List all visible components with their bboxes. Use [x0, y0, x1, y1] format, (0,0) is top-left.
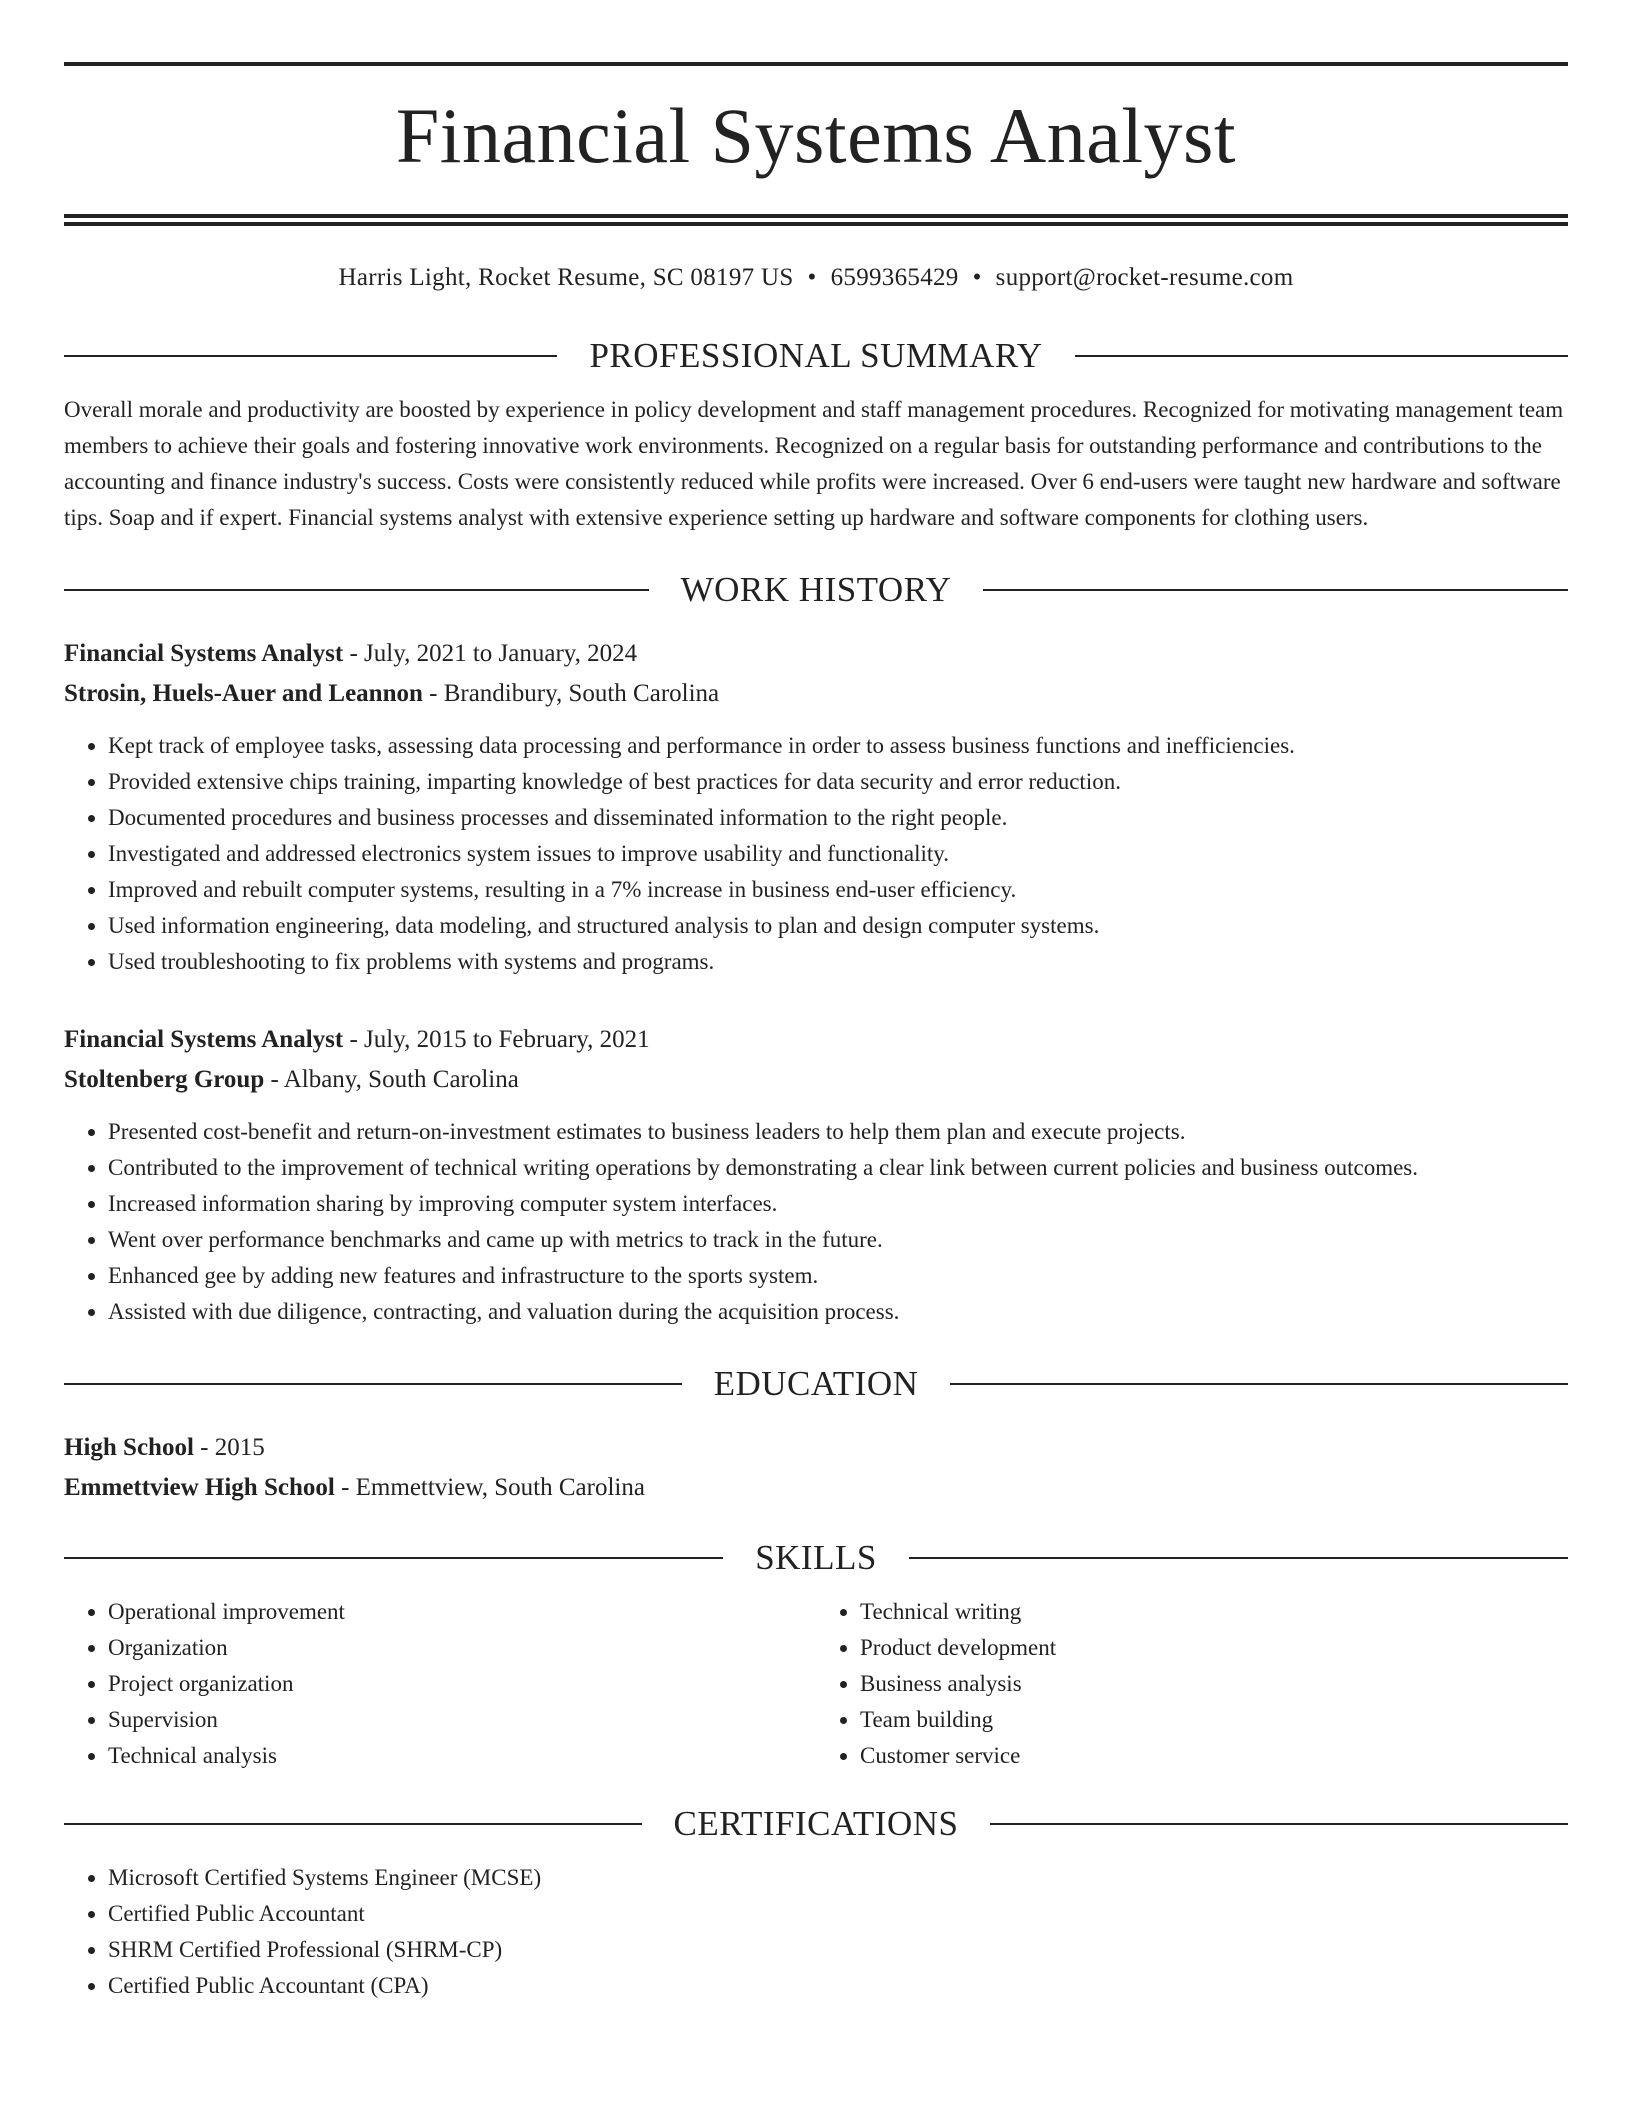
section-title: PROFESSIONAL SUMMARY: [589, 336, 1043, 375]
job-title-line: [64, 634, 1568, 674]
list-item: • Used information engineering, data modeling, and structured analysis to plan and design computer systems.: [108, 908, 1568, 944]
list-item: • SHRM Certified Professional (SHRM-CP): [108, 1932, 1568, 1968]
top-rule: [64, 62, 1568, 66]
page-title: Financial Systems Analyst: [395, 92, 1237, 179]
divider-line: [1075, 355, 1568, 357]
section-title: EDUCATION: [713, 1364, 919, 1403]
list-item: • Improved and rebuilt computer systems, resulting in a 7% increase in business end-user efficiency.: [108, 872, 1568, 908]
list-item: • Documented procedures and business processes and disseminated information to the right people.: [108, 800, 1568, 836]
job-entry: [64, 634, 1568, 980]
job-title: Financial Systems Analyst: [64, 640, 344, 667]
section-header-certifications: [64, 1802, 1568, 1846]
education-location: - Emmettview, South Carolina: [334, 1474, 645, 1501]
title-double-rule: [64, 214, 1568, 226]
job-company-line: [64, 1060, 1568, 1100]
job-entry: [64, 1020, 1568, 1330]
list-item: • Enhanced gee by adding new features and infrastructure to the sports system.: [108, 1258, 1568, 1294]
list-item: • Supervision: [108, 1702, 816, 1738]
contact-line: [64, 262, 1568, 294]
education-year: - 2015: [193, 1434, 265, 1461]
list-item: • Project organization: [108, 1666, 816, 1702]
list-item: • Provided extensive chips training, imparting knowledge of best practices for data security and error reduction.: [108, 764, 1568, 800]
certifications-list: [64, 1860, 1568, 2004]
divider-line: [64, 1557, 723, 1559]
job-dates: - July, 2021 to January, 2024: [343, 640, 638, 667]
job-company-line: [64, 674, 1568, 714]
divider-line: [909, 1557, 1568, 1559]
skills-list-left: [64, 1594, 816, 1774]
job-bullets: [64, 1114, 1568, 1330]
list-item: • Used troubleshooting to fix problems with systems and programs.: [108, 944, 1568, 980]
list-item: • Team building: [860, 1702, 1568, 1738]
section-title: WORK HISTORY: [680, 570, 952, 609]
job-company: Strosin, Huels-Auer and Leannon: [64, 680, 423, 707]
list-item: • Technical analysis: [108, 1738, 816, 1774]
list-item: • Organization: [108, 1630, 816, 1666]
list-item: • Business analysis: [860, 1666, 1568, 1702]
section-header-summary: [64, 334, 1568, 378]
divider-line: [64, 1823, 642, 1825]
list-item: • Increased information sharing by improving computer system interfaces.: [108, 1186, 1568, 1222]
divider-line: [950, 1383, 1568, 1385]
divider-line: [64, 589, 649, 591]
job-title-line: [64, 1020, 1568, 1060]
education-school-line: [64, 1468, 1568, 1508]
skills-list-right: [816, 1594, 1568, 1774]
list-item: • Assisted with due diligence, contracting, and valuation during the acquisition process.: [108, 1294, 1568, 1330]
divider-line: [64, 355, 557, 357]
list-item: • Went over performance benchmarks and came up with metrics to track in the future.: [108, 1222, 1568, 1258]
contact-phone: 6599365429: [830, 264, 959, 291]
list-item: • Microsoft Certified Systems Engineer (MCSE): [108, 1860, 1568, 1896]
section-title: SKILLS: [755, 1538, 877, 1577]
divider-line: [990, 1823, 1568, 1825]
section-header-education: [64, 1362, 1568, 1406]
contact-separator: •: [807, 264, 817, 291]
list-item: • Product development: [860, 1630, 1568, 1666]
contact-address: Harris Light, Rocket Resume, SC 08197 US: [338, 264, 794, 291]
divider-line: [983, 589, 1568, 591]
contact-email[interactable]: support@rocket-resume.com: [995, 264, 1294, 291]
list-item: • Kept track of employee tasks, assessing data processing and performance in order to assess business functions and inefficiencies.: [108, 728, 1568, 764]
job-location: - Albany, South Carolina: [264, 1066, 519, 1093]
summary-text: Overall morale and productivity are boosted by experience in policy development and staff management procedures. Recognized for motivating management team members to achieve their goals and fostering innovative work environments. Recognized on a regular basis for outstanding performance and contributions to the accounting and finance industry's success. Costs were consistently reduced while profits were increased. Over 6 end-users were taught new hardware and software tips. Soap and if expert. Financial systems analyst with extensive experience setting up hardware and software components for clothing users.: [64, 397, 1564, 530]
list-item: • Operational improvement: [108, 1594, 816, 1630]
list-item: • Certified Public Accountant (CPA): [108, 1968, 1568, 2004]
education-degree-line: [64, 1428, 1568, 1468]
contact-separator: •: [972, 264, 982, 291]
section-header-skills: [64, 1536, 1568, 1580]
education-school: Emmettview High School: [64, 1474, 335, 1501]
education-entry: [64, 1428, 1568, 1508]
job-bullets: [64, 728, 1568, 980]
divider-line: [64, 1383, 682, 1385]
section-header-work: [64, 568, 1568, 612]
list-item: • Technical writing: [860, 1594, 1568, 1630]
job-dates: - July, 2015 to February, 2021: [343, 1026, 650, 1053]
education-degree: High School: [64, 1434, 194, 1461]
job-company: Stoltenberg Group: [64, 1066, 265, 1093]
section-title: CERTIFICATIONS: [673, 1804, 959, 1843]
job-location: - Brandibury, South Carolina: [422, 680, 720, 707]
job-title: Financial Systems Analyst: [64, 1026, 344, 1053]
list-item: • Contributed to the improvement of technical writing operations by demonstrating a clear link between current policies and business outcomes.: [108, 1150, 1568, 1186]
list-item: • Investigated and addressed electronics system issues to improve usability and functionality.: [108, 836, 1568, 872]
skills-grid: [64, 1594, 1568, 1774]
list-item: • Presented cost-benefit and return-on-investment estimates to business leaders to help them plan and execute projects.: [108, 1114, 1568, 1150]
list-item: • Customer service: [860, 1738, 1568, 1774]
list-item: • Certified Public Accountant: [108, 1896, 1568, 1932]
